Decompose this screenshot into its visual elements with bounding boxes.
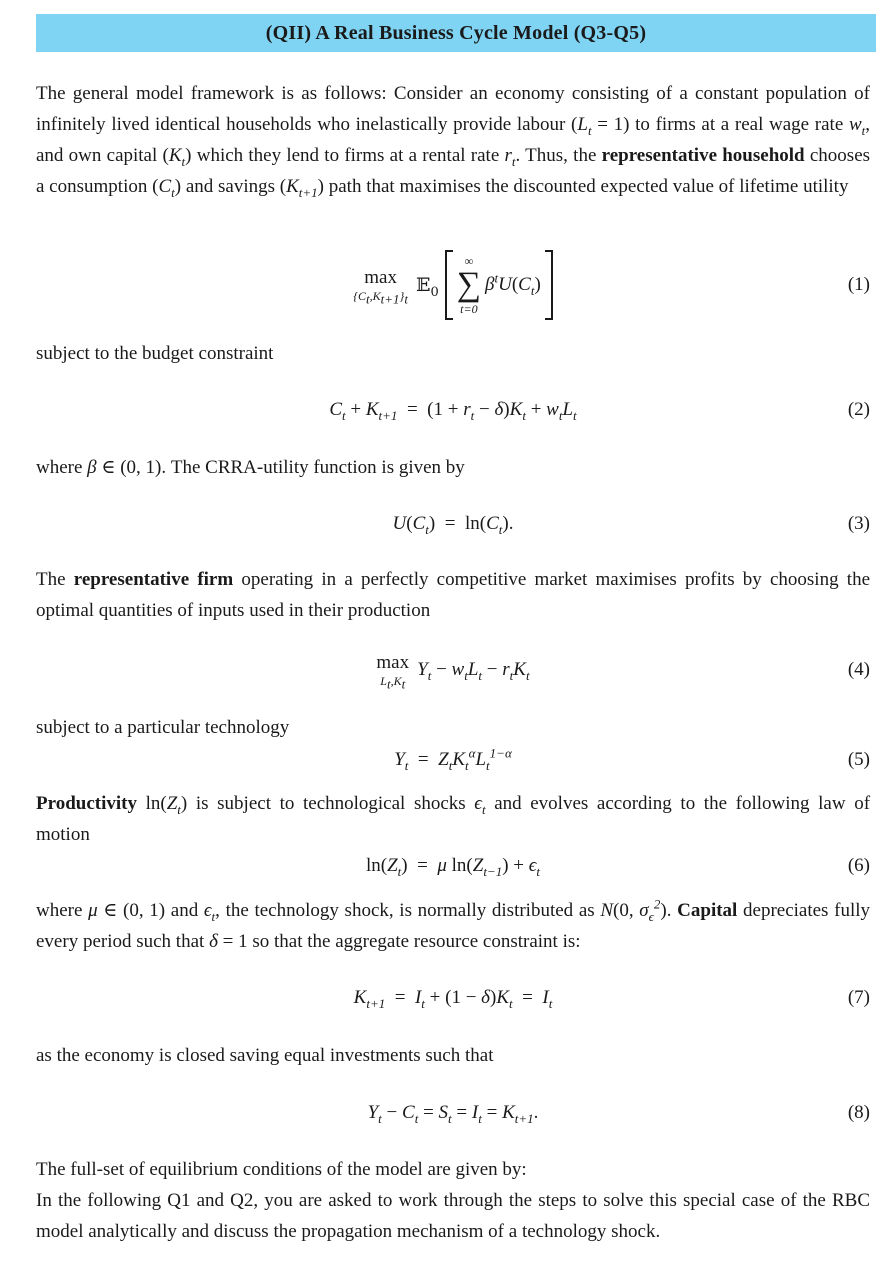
- equation-8: $Y_t - C_t = S_t = I_t = K_{t+1}$. (8): [367, 1102, 870, 1126]
- equation-number: (8): [847, 1102, 870, 1123]
- technology-text: subject to a particular technology: [36, 717, 290, 738]
- equation-2: $C_t + K_{t+1} = (1 + r_t - \delta)K_t + w_tL_t$ (2): [329, 399, 870, 423]
- section-title: (QII) A Real Business Cycle Model (Q3-Q5): [265, 21, 647, 44]
- equation-7: $K_{t+1} = I_t + (1 - \delta)K_t = I_t$ (7): [353, 987, 870, 1011]
- equation-number: (3): [847, 513, 870, 534]
- where-mu-paragraph: where μ ∈ (0, 1) and $\epsilon_t$, the technology shock, is normally distributed as N(0, $\sigma_\epsilon^2$). Capital depreciates fully every period such that δ = 1 so that the aggregate resource constraint is:: [36, 896, 871, 952]
- household-bold: representative household: [601, 145, 805, 166]
- section-title-bar: [36, 14, 876, 52]
- equation-number: (1): [847, 274, 870, 295]
- equation-1: max $\{C_t,K_{t+1}\}_t$ 𝔼$_0$ ∞ ∑ t=0 $\beta^tU$ ( $C_t$ ) (1): [36, 250, 870, 320]
- where-beta-text: where β ∈ (0, 1). The CRRA-utility function is given by: [36, 457, 465, 478]
- closed-economy-text: as the economy is closed saving equal investments such that: [36, 1045, 494, 1066]
- equation-3: $U(C_t) = \ln(C_t)$. (3): [392, 513, 870, 537]
- full-set-text: The full-set of equilibrium conditions of the model are given by:: [36, 1159, 527, 1180]
- equation-number: (6): [847, 855, 870, 876]
- intro-paragraph: The general model framework is as follows: Consider an economy consisting of a constant population of infinitely lived identical households who inelastically provide labour $(L_t = 1)$ to firms at a real wage rate $w_t$, and own capital $(K_t)$ which they lend to firms at a rental rate $r_t$. Thus, the representative household chooses a consumption $(C_t)$ and savings $(K_{t+1})$ path that maximises the discounted expected value of lifetime utility: [36, 83, 871, 200]
- equation-5: $Y_t = Z_tK_t^\alpha L_t^{1-\alpha}$ (5): [394, 745, 870, 773]
- equation-4: max $L_t,K_t$ $Y_t - w_tL_t - r_tK_t$ (4): [376, 652, 870, 692]
- budget-text: subject to the budget constraint: [36, 343, 274, 364]
- equation-number: (4): [847, 659, 870, 680]
- equation-number: (7): [847, 987, 870, 1008]
- equation-number: (2): [847, 399, 870, 420]
- productivity-paragraph: Productivity $\ln(Z_t)$ is subject to technological shocks $\epsilon_t$ and evolves according to the following law of motion: [36, 793, 871, 845]
- equation-6: $\ln(Z_t) = \mu$ $\ln(Z_{t-1}) + \epsilon_t$ (6): [365, 855, 870, 879]
- final-paragraph: In the following Q1 and Q2, you are asked to work through the steps to solve this special case of the RBC model analytically and discuss the propagation mechanism of a technology shock.: [36, 1190, 870, 1242]
- firm-paragraph: The representative firm operating in a perfectly competitive market maximises profits by choosing the optimal quantities of inputs used in their production: [36, 569, 870, 621]
- equation-number: (5): [847, 749, 870, 770]
